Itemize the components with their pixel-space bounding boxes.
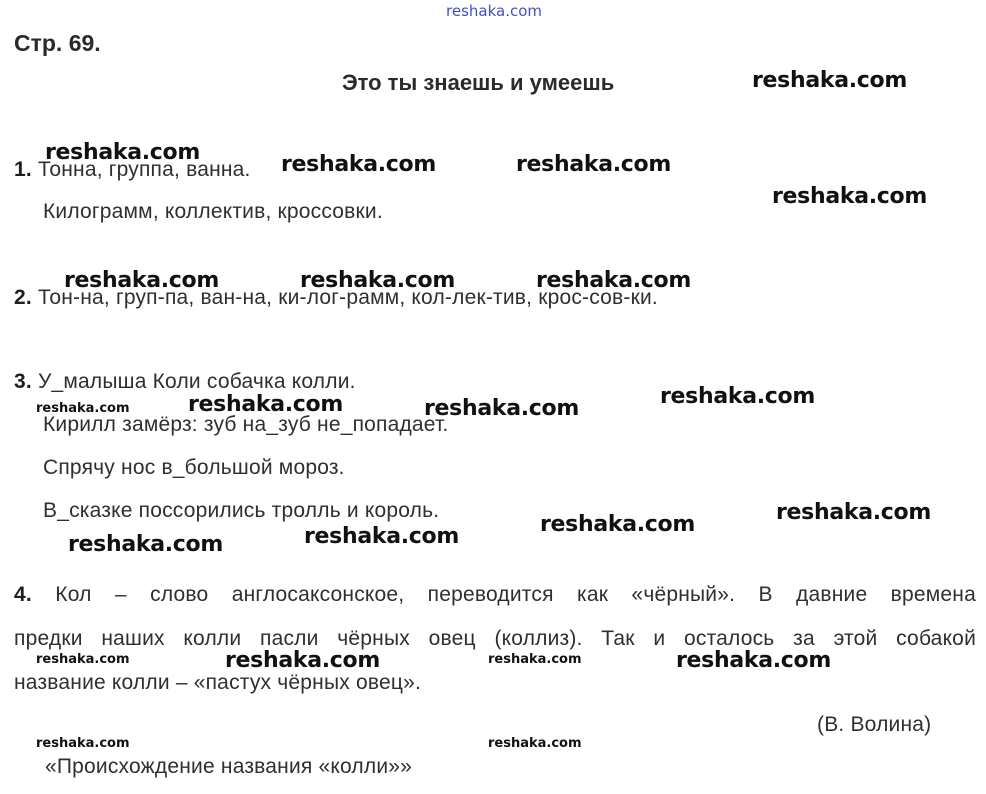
watermark: reshaka.com [304, 524, 459, 549]
page-number-header: Стр. 69. [14, 30, 101, 56]
task-3-line-1: У_малыша Коли собачка колли. [37, 370, 356, 393]
task-4-line-1-text: Кол – слово англосаксонское, переводится как «чёрный». В давние времена [55, 583, 976, 606]
watermark: reshaka.com [776, 500, 931, 525]
watermark: reshaka.com [64, 268, 219, 293]
watermark: reshaka.com [516, 152, 671, 177]
watermark-small: reshaka.com [488, 652, 582, 667]
task-4-line-1 [14, 583, 976, 607]
task-4-line-3: название колли – «пастух чёрных овец». [14, 671, 421, 694]
watermark: reshaka.com [752, 68, 907, 93]
task-1-line-1: Тонна, группа, ванна. [37, 158, 251, 181]
task-3-line-3: Спрячу нос в_большой мороз. [43, 456, 345, 479]
watermark: reshaka.com [676, 648, 831, 673]
watermark: reshaka.com [225, 648, 380, 673]
top-watermark: reshaka.com [446, 2, 542, 20]
watermark-small: reshaka.com [36, 652, 130, 667]
watermark: reshaka.com [772, 184, 927, 209]
task-3-line-4: В_сказке поссорились тролль и король. [43, 499, 440, 522]
task-3 [14, 370, 356, 394]
watermark: reshaka.com [188, 392, 343, 417]
task-3-line-2: Кирилл замёрз: зуб на_зуб не_попадает. [43, 413, 449, 436]
section-title: Это ты знаешь и умеешь [342, 70, 615, 95]
task-1-number: 1. [14, 158, 32, 181]
watermark: reshaka.com [424, 396, 579, 421]
task-2-number: 2. [14, 286, 32, 309]
task-4-author: (В. Волина) [817, 713, 932, 736]
watermark-small: reshaka.com [36, 736, 130, 751]
watermark: reshaka.com [660, 384, 815, 409]
task-3-number: 3. [14, 370, 32, 393]
watermark: reshaka.com [536, 268, 691, 293]
watermark: reshaka.com [540, 512, 695, 537]
task-2-line-1: Тон-на, груп-па, ван-на, ки-лог-рамм, кол-лек-тив, крос-сов-ки. [37, 286, 658, 309]
task-1-line-2: Килограмм, коллектив, кроссовки. [43, 200, 383, 223]
watermark: reshaka.com [68, 532, 223, 557]
watermark: reshaka.com [281, 152, 436, 177]
task-4-source: «Происхождение названия «колли»» [45, 755, 413, 778]
watermark: reshaka.com [300, 268, 455, 293]
watermark-small: reshaka.com [36, 401, 130, 416]
watermark: reshaka.com [45, 140, 200, 165]
task-4-line-2: предки наших колли пасли чёрных овец (коллиз). Так и осталось за этой собакой [14, 627, 976, 650]
task-4-number: 4. [14, 583, 32, 606]
watermark-small: reshaka.com [488, 736, 582, 751]
